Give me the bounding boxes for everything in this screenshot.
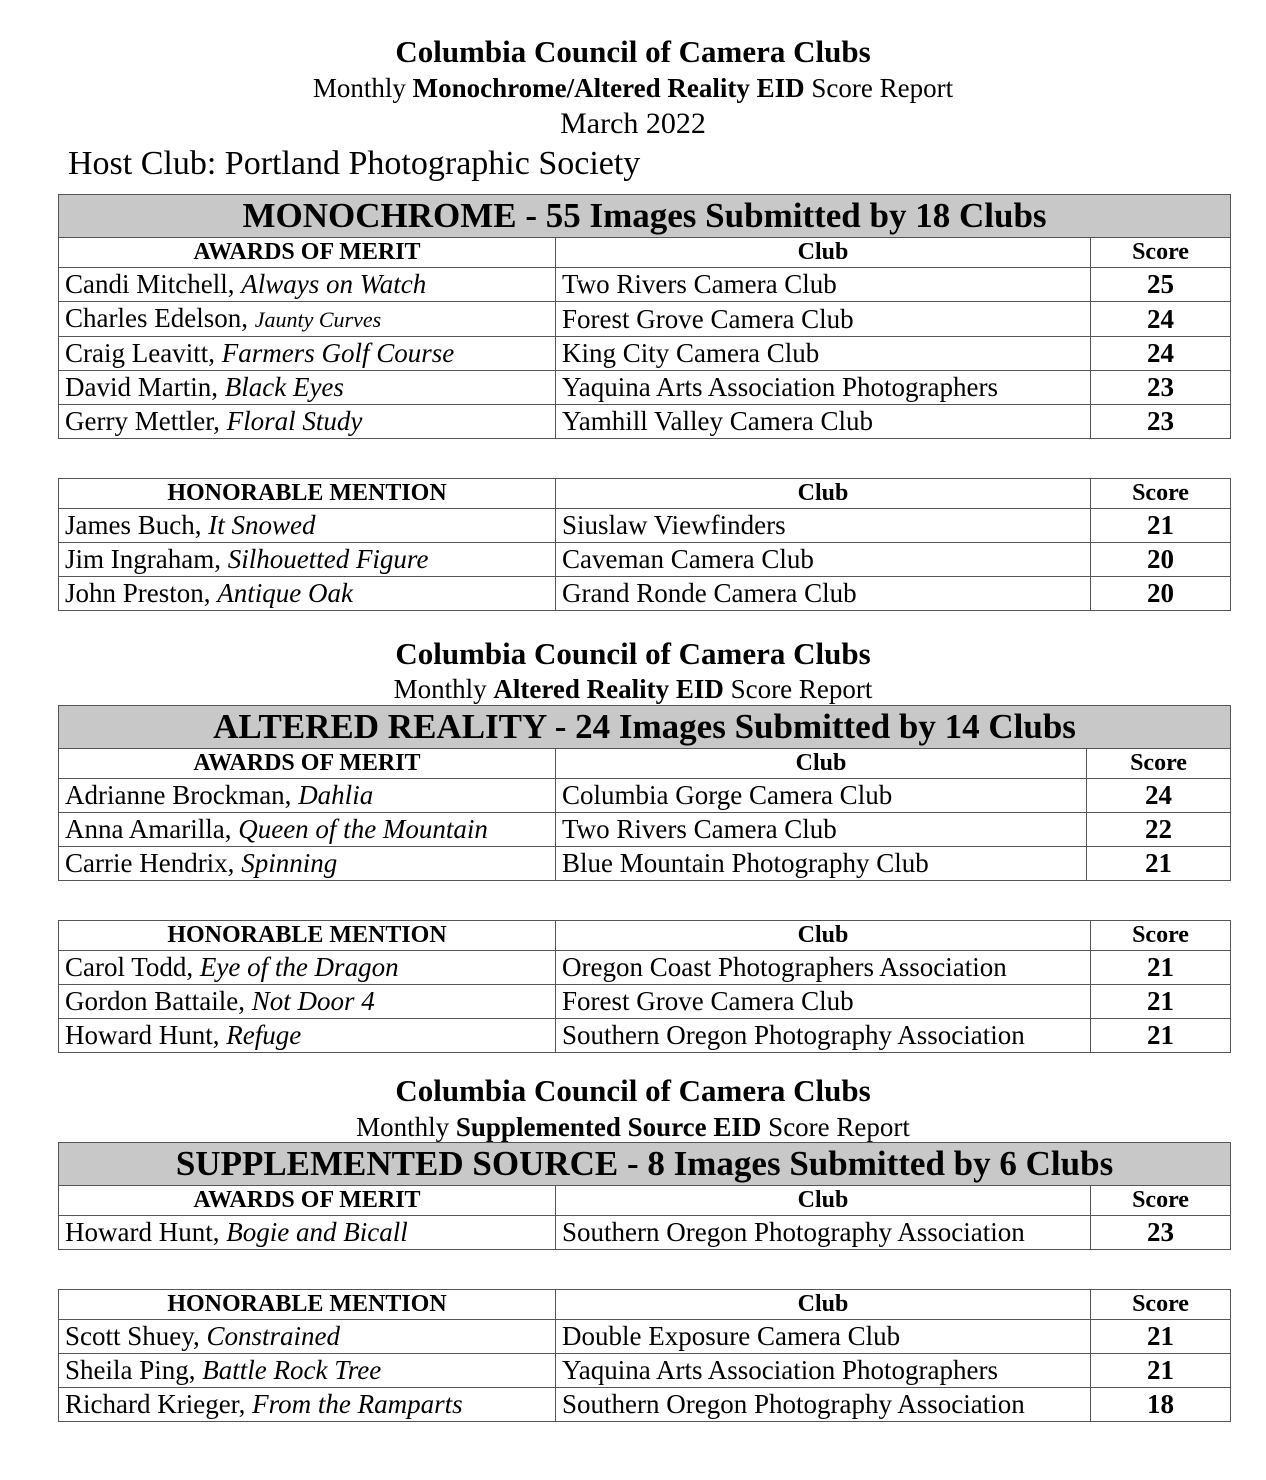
report-subtitle: Monthly Monochrome/Altered Reality EID Score Report [312, 73, 954, 103]
section-banner: SUPPLEMENTED SOURCE - 8 Images Submitted by 6 Clubs [59, 1143, 1231, 1186]
table-row: Gerry Mettler, Floral Study Yamhill Valley Camera Club 23 [59, 405, 1231, 439]
section-banner: ALTERED REALITY - 24 Images Submitted by 14 Clubs [59, 706, 1231, 749]
table-row: Jim Ingraham, Silhouetted Figure Caveman Camera Club 20 [59, 543, 1231, 577]
table-row: Craig Leavitt, Farmers Golf Course King City Camera Club 24 [59, 337, 1231, 371]
supplemented-hm-table: HONORABLE MENTION Club Score Scott Shuey, Constrained Double Exposure Camera Club 21 Sheila Ping, Battle Rock Tree Yaquina Arts Association Photographers 21 Richard Krieger, From the Ramparts Southern Oregon Photography Association 18 [58, 1289, 1231, 1422]
hm-header: HONORABLE MENTION [59, 479, 556, 509]
table-row: David Martin, Black Eyes Yaquina Arts Association Photographers 23 [59, 371, 1231, 405]
monochrome-merit-table [58, 194, 1231, 439]
score-header: Score [1091, 238, 1231, 268]
section-org-title: Columbia Council of Camera Clubs [395, 1073, 871, 1108]
section-org-title: Columbia Council of Camera Clubs [395, 636, 871, 671]
section-subtitle: Monthly Supplemented Source EID Score Report [356, 1112, 910, 1142]
host-club: Host Club: Portland Photographic Society [68, 145, 641, 182]
table-row: Carol Todd, Eye of the Dragon Oregon Coast Photographers Association 21 [59, 951, 1231, 985]
table-row: Candi Mitchell, Always on Watch Two Rivers Camera Club 25 [59, 268, 1231, 302]
altered-hm-table: HONORABLE MENTION Club Score Carol Todd, Eye of the Dragon Oregon Coast Photographers Association 21 Gordon Battaile, Not Door 4 Forest Grove Camera Club 21 Howard Hunt, Refuge Southern Oregon Photography Association 21 [58, 920, 1231, 1053]
table-row: Carrie Hendrix, Spinning Blue Mountain Photography Club 21 [59, 847, 1231, 881]
monochrome-hm-table: HONORABLE MENTION Club Score James Buch, It Snowed Siuslaw Viewfinders 21 Jim Ingraham, Silhouetted Figure Caveman Camera Club 20 John Preston, Antique Oak Grand Ronde Camera Club 20 [58, 478, 1231, 611]
table-row: Sheila Ping, Battle Rock Tree Yaquina Arts Association Photographers 21 [59, 1354, 1231, 1388]
table-row: Anna Amarilla, Queen of the Mountain Two Rivers Camera Club 22 [59, 813, 1231, 847]
section-subtitle: Monthly Altered Reality EID Score Report [393, 674, 873, 704]
report-org-title: Columbia Council of Camera Clubs [395, 34, 871, 69]
table-row: Gordon Battaile, Not Door 4 Forest Grove Camera Club 21 [59, 985, 1231, 1019]
club-header: Club [556, 238, 1091, 268]
report-date: March 2022 [560, 107, 706, 140]
merit-header: AWARDS OF MERIT [59, 238, 556, 268]
supplemented-merit-table: SUPPLEMENTED SOURCE - 8 Images Submitted by 6 Clubs AWARDS OF MERIT Club Score Howard Hunt, Bogie and Bicall Southern Oregon Photography Association 23 [58, 1142, 1231, 1250]
table-row: Adrianne Brockman, Dahlia Columbia Gorge Camera Club 24 [59, 779, 1231, 813]
table-row: Howard Hunt, Refuge Southern Oregon Photography Association 21 [59, 1019, 1231, 1053]
table-row: John Preston, Antique Oak Grand Ronde Camera Club 20 [59, 577, 1231, 611]
table-row: Howard Hunt, Bogie and Bicall Southern Oregon Photography Association 23 [59, 1216, 1231, 1250]
table-row: Charles Edelson, Jaunty Curves Forest Grove Camera Club 24 [59, 302, 1231, 337]
table-row: James Buch, It Snowed Siuslaw Viewfinders 21 [59, 509, 1231, 543]
section-banner: MONOCHROME - 55 Images Submitted by 18 Clubs [59, 195, 1231, 238]
table-row: Richard Krieger, From the Ramparts Southern Oregon Photography Association 18 [59, 1388, 1231, 1422]
table-row: Scott Shuey, Constrained Double Exposure Camera Club 21 [59, 1320, 1231, 1354]
altered-merit-table: ALTERED REALITY - 24 Images Submitted by 14 Clubs AWARDS OF MERIT Club Score Adrianne Brockman, Dahlia Columbia Gorge Camera Club 24 Anna Amarilla, Queen of the Mountain Two Rivers Camera Club 22 Carrie Hendrix, Spinning Blue Mountain Photography Club 21 [58, 705, 1231, 881]
